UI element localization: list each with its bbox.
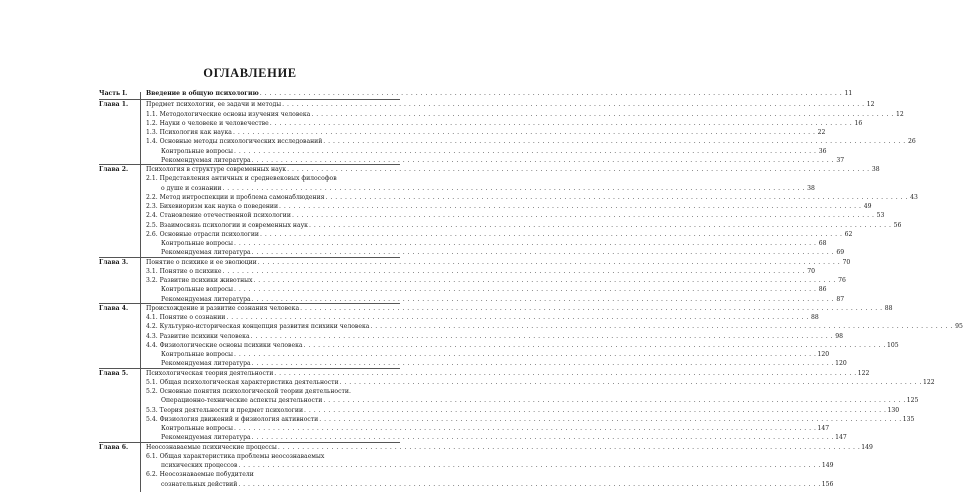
leader-dots: . . . . . . . . . . . . . . . . . . . . . . . . . . . . . . . . . . . . . . . . . . . . . . . . . . . . . . . . . . . . . . . . . . . . . . . . . . . . . . . . . . . . . . . . . . . . . . . . . . . . . . . . . . . . . . . . . . . . . . . . <box>308 221 892 229</box>
page-number: 87 <box>836 295 845 303</box>
page-number: 43 <box>910 193 918 201</box>
leader-dots: . . . . . . . . . . . . . . . . . . . . . . . . . . . . . . . . . . . . . . . . . . . . . . . . . . . . . . . . . . . . . . . . . . . . . . . . . . . . . . . . . . . . . . . . . . . . . . . . . . . . . . . . . . . . . . . . . . . . . . . . <box>303 341 886 349</box>
page-number: 156 <box>821 480 834 488</box>
toc-entry-title: 2.2. Метод интроспекции и проблема самонаблюдения <box>146 193 325 201</box>
toc-entry-title: Введение в общую психологию <box>146 90 259 97</box>
toc-entry-row <box>0 396 919 405</box>
leader-dots: . . . . . . . . . . . . . . . . . . . . . . . . . . . . . . . . . . . . . . . . . . . . . . . . . . . . . . . . . . . . . . . . . . . . . . . . . . . . . . . . . . . . . . . . . . . . . . . . . . . . . . . . . . . . . . . . . . . . . . . . <box>287 166 870 173</box>
toc-entry-title: 2.5. Взаимосвязь психологии и современных наук <box>146 221 308 229</box>
page-title: ОГЛАВЛЕНИЕ <box>203 66 297 80</box>
leader-dots: . . . . . . . . . . . . . . . . . . . . . . . . . . . . . . . . . . . . . . . . . . . . . . . . . . . . . . . . . . . . . . . . . . . . . . . . . . . . . . . . . . . . . . . . . . . . . . . . . . . . . . . . . . . . . . . . . . . . . . . . <box>339 378 922 386</box>
chapter-label: Глава 5. <box>99 369 129 377</box>
page-number: 11 <box>844 90 853 97</box>
toc-entry-row <box>0 350 830 359</box>
toc-entry-title: 5.4. Физиология движений и физиология активности <box>146 415 319 423</box>
toc-entry-title: 5.2. Основные понятия психологической теории деятельности. <box>146 388 351 395</box>
toc-entry-title: 2.4. Становление отечественной психологии <box>146 212 291 220</box>
toc-chapter-row <box>0 89 853 98</box>
toc-entry-row <box>0 424 830 433</box>
page-number: 105 <box>886 341 899 349</box>
toc-entry-row <box>0 193 918 202</box>
toc-entry-row <box>0 119 863 128</box>
toc-entry-title: 3.1. Понятие о психике <box>146 267 222 275</box>
leader-dots: . . . . . . . . . . . . . . . . . . . . . . . . . . . . . . . . . . . . . . . . . . . . . . . . . . . . . . . . . . . . . . . . . . . . . . . . . . . . . . . . . . . . . . . . . . . . . . . . . . . . . . . . . . . . . . . . . . . . . . . . <box>259 90 843 97</box>
chapter-label: Часть I. <box>99 90 128 97</box>
toc-entry-title: 1.2. Науки о человеке и человечестве <box>146 119 269 127</box>
leader-dots: . . . . . . . . . . . . . . . . . . . . . . . . . . . . . . . . . . . . . . . . . . . . . . . . . . . . . . . . . . . . . . . . . . . . . . . . . . . . . . . . . . . . . . . . . . . . . . . . . . . . . . . . . . . . . . . . . . . . . . . . <box>238 480 821 488</box>
page-number: 56 <box>893 221 902 229</box>
toc-entry-title: Понятие о психике и ее эволюции <box>146 258 257 266</box>
toc-entry-row <box>0 147 827 156</box>
toc-entry-title: 1.4. Основные методы психологических исследований <box>146 138 323 146</box>
leader-dots: . . . . . . . . . . . . . . . . . . . . . . . . . . . . . . . . . . . . . . . . . . . . . . . . . . . . . . . . . . . . . . . . . . . . . . . . . . . . . . . . . . . . . . . . . . . . . . . . . . . . . . . . . . . . . . . . . . . . . . . . <box>222 184 805 192</box>
page-number: 26 <box>907 138 916 146</box>
toc-chapter-row <box>0 443 873 452</box>
toc-entry-title: Контрольные вопросы <box>161 147 234 155</box>
toc-entry-row <box>0 406 900 415</box>
page-number: 38 <box>807 184 815 192</box>
toc-entry-row <box>0 174 500 183</box>
page-number: 38 <box>871 166 880 173</box>
toc-entry-title: 4.1. Понятие о сознании <box>146 314 226 321</box>
page-number: 70 <box>842 258 851 266</box>
leader-dots: . . . . . . . . . . . . . . . . . . . . . . . . . . . . . . . . . . . . . . . . . . . . . . . . . . . . . . . . . . . . . . . . . . . . . . . . . . . . . . . . . . . . . . . . . . . . . . . . . . . . . . . . . . . . . . . . . . . . . . . . <box>238 462 821 469</box>
toc-entry-row <box>0 267 815 276</box>
leader-dots: . . . . . . . . . . . . . . . . . . . . . . . . . . . . . . . . . . . . . . . . . . . . . . . . . . . . . . . . . . . . . . . . . . . . . . . . . . . . . . . . . . . . . . . . . . . . . . . . . . . . . . . . . . . . . . . . . . . . . . . . <box>251 156 835 164</box>
page-number: 70 <box>807 267 815 275</box>
leader-dots: . . . . . . . . . . . . . . . . . . . . . . . . . . . . . . . . . . . . . . . . . . . . . . . . . . . . . . . . . . . . . . . . . . . . . . . . . . . . . . . . . . . . . . . . . . . . . . . . . . . . . . . . . . . . . . . . . . . . . . . . <box>226 314 809 321</box>
toc-entry-title: Предмет психологии, ее задачи и методы <box>146 101 282 109</box>
toc-entry-row <box>0 322 963 331</box>
page-number: 49 <box>863 203 872 210</box>
toc-entry-row <box>0 128 826 137</box>
toc-entry-row <box>0 313 819 322</box>
toc-entry-title: Рекомендуемая литература <box>161 434 251 442</box>
toc-entry-title: Контрольные вопросы <box>161 351 234 358</box>
page-number: 122 <box>857 369 870 377</box>
page-number: 16 <box>854 119 863 127</box>
page-number: 68 <box>818 240 827 247</box>
toc-entry-title: Контрольные вопросы <box>161 286 234 294</box>
leader-dots: . . . . . . . . . . . . . . . . . . . . . . . . . . . . . . . . . . . . . . . . . . . . . . . . . . . . . . . . . . . . . . . . . . . . . . . . . . . . . . . . . . . . . . . . . . . . . . . . . . . . . . . . . . . . . . . . . . . . . . . . <box>311 110 894 118</box>
chapter-label: Глава 2. <box>99 166 129 173</box>
toc-entry-title: 6.2. Неосознаваемые побудители <box>146 471 254 479</box>
toc-entry-row <box>0 415 915 424</box>
toc-entry-title: Психология в структуре современных наук <box>146 166 287 173</box>
page-number: 88 <box>811 314 819 321</box>
toc-entry-title: 4.2. Культурно-историческая концепция развития психики человека <box>146 323 370 331</box>
toc-entry-title: Рекомендуемая литература <box>161 360 251 368</box>
page-number: 36 <box>818 147 827 155</box>
toc-chapter-row <box>0 100 875 109</box>
page-number: 37 <box>836 156 845 164</box>
toc-entry-row <box>0 137 916 146</box>
toc-entry-row <box>0 221 902 230</box>
toc-chapter-row <box>0 304 893 313</box>
toc-chapter-row <box>0 258 851 267</box>
toc-entry-title: Рекомендуемая литература <box>161 295 251 303</box>
chapter-label: Глава 1. <box>99 101 129 109</box>
toc-entry-title: Рекомендуемая литература <box>161 249 251 257</box>
page-number: 69 <box>836 249 845 257</box>
leader-dots: . . . . . . . . . . . . . . . . . . . . . . . . . . . . . . . . . . . . . . . . . . . . . . . . . . . . . . . . . . . . . . . . . . . . . . . . . . . . . . . . . . . . . . . . . . . . . . . . . . . . . . . . . . . . . . . . . . . . . . . . <box>319 415 902 423</box>
page-number: 22 <box>817 129 826 136</box>
leader-dots: . . . . . . . . . . . . . . . . . . . . . . . . . . . . . . . . . . . . . . . . . . . . . . . . . . . . . . . . . . . . . . . . . . . . . . . . . . . . . . . . . . . . . . . . . . . . . . . . . . . . . . . . . . . . . . . . . . . . . . . . <box>251 249 835 257</box>
leader-dots: . . . . . . . . . . . . . . . . . . . . . . . . . . . . . . . . . . . . . . . . . . . . . . . . . . . . . . . . . . . . . . . . . . . . . . . . . . . . . . . . . . . . . . . . . . . . . . . . . . . . . . . . . . . . . . . . . . . . . . . . <box>291 212 875 220</box>
toc-entry-title: Происхождение и развитие сознания человека <box>146 304 300 312</box>
chapter-label: Глава 4. <box>99 304 129 312</box>
leader-dots: . . . . . . . . . . . . . . . . . . . . . . . . . . . . . . . . . . . . . . . . . . . . . . . . . . . . . . . . . . . . . . . . . . . . . . . . . . . . . . . . . . . . . . . . . . . . . . . . . . . . . . . . . . . . . . . . . . . . . . . . <box>325 193 908 201</box>
leader-dots: . . . . . . . . . . . . . . . . . . . . . . . . . . . . . . . . . . . . . . . . . . . . . . . . . . . . . . . . . . . . . . . . . . . . . . . . . . . . . . . . . . . . . . . . . . . . . . . . . . . . . . . . . . . . . . . . . . . . . . . . <box>234 286 817 294</box>
page-number: 125 <box>906 397 919 405</box>
leader-dots: . . . . . . . . . . . . . . . . . . . . . . . . . . . . . . . . . . . . . . . . . . . . . . . . . . . . . . . . . . . . . . . . . . . . . . . . . . . . . . . . . . . . . . . . . . . . . . . . . . . . . . . . . . . . . . . . . . . . . . . . <box>251 434 835 442</box>
toc-entry-title: 5.3. Теория деятельности и предмет психологии <box>146 406 304 414</box>
leader-dots: . . . . . . . . . . . . . . . . . . . . . . . . . . . . . . . . . . . . . . . . . . . . . . . . . . . . . . . . . . . . . . . . . . . . . . . . . . . . . . . . . . . . . . . . . . . . . . . . . . . . . . . . . . . . . . . . . . . . . . . . <box>304 406 887 414</box>
page-number: 130 <box>887 406 900 414</box>
leader-dots: . . . . . . . . . . . . . . . . . . . . . . . . . . . . . . . . . . . . . . . . . . . . . . . . . . . . . . . . . . . . . . . . . . . . . . . . . . . . . . . . . . . . . . . . . . . . . . . . . . . . . . . . . . . . . . . . . . . . . . . . <box>250 332 834 340</box>
toc-entry-row <box>0 110 904 119</box>
toc-entry-title: Операционно-технические аспекты деятельности <box>161 397 323 405</box>
toc-chapter-row <box>0 369 870 378</box>
toc-entry-row <box>0 452 500 461</box>
page-number: 135 <box>902 415 915 423</box>
leader-dots: . . . . . . . . . . . . . . . . . . . . . . . . . . . . . . . . . . . . . . . . . . . . . . . . . . . . . . . . . . . . . . . . . . . . . . . . . . . . . . . . . . . . . . . . . . . . . . . . . . . . . . . . . . . . . . . . . . . . . . . . <box>232 129 816 136</box>
toc-entry-title: 1.1. Методологические основы изучения человека <box>146 110 311 118</box>
toc-entry-title: Рекомендуемая литература <box>161 156 251 164</box>
leader-dots: . . . . . . . . . . . . . . . . . . . . . . . . . . . . . . . . . . . . . . . . . . . . . . . . . . . . . . . . . . . . . . . . . . . . . . . . . . . . . . . . . . . . . . . . . . . . . . . . . . . . . . . . . . . . . . . . . . . . . . . . <box>251 295 835 303</box>
leader-dots: . . . . . . . . . . . . . . . . . . . . . . . . . . . . . . . . . . . . . . . . . . . . . . . . . . . . . . . . . . . . . . . . . . . . . . . . . . . . . . . . . . . . . . . . . . . . . . . . . . . . . . . . . . . . . . . . . . . . . . . . <box>234 351 817 358</box>
leader-dots: . . . . . . . . . . . . . . . . . . . . . . . . . . . . . . . . . . . . . . . . . . . . . . . . . . . . . . . . . . . . . . . . . . . . . . . . . . . . . . . . . . . . . . . . . . . . . . . . . . . . . . . . . . . . . . . . . . . . . . . . <box>277 443 861 451</box>
page-number: 62 <box>844 230 853 238</box>
leader-dots: . . . . . . . . . . . . . . . . . . . . . . . . . . . . . . . . . . . . . . . . . . . . . . . . . . . . . . . . . . . . . . . . . . . . . . . . . . . . . . . . . . . . . . . . . . . . . . . . . . . . . . . . . . . . . . . . . . . . . . . . <box>323 397 906 405</box>
page-number: 76 <box>838 277 846 284</box>
toc-entry-title: 6.1. Общая характеристика проблемы неосознаваемых <box>146 452 325 460</box>
leader-dots: . . . . . . . . . . . . . . . . . . . . . . . . . . . . . . . . . . . . . . . . . . . . . . . . . . . . . . . . . . . . . . . . . . . . . . . . . . . . . . . . . . . . . . . . . . . . . . . . . . . . . . . . . . . . . . . . . . . . . . . . <box>323 138 906 146</box>
page-number: 88 <box>884 304 893 312</box>
chapter-label: Глава 6. <box>99 443 129 451</box>
page-number: 149 <box>861 443 873 451</box>
toc-entry-row <box>0 202 872 211</box>
toc-entry-title: 5.1. Общая психологическая характеристика деятельности <box>146 378 339 386</box>
page-number: 149 <box>821 462 834 469</box>
page-number: 98 <box>835 332 844 340</box>
toc-entry-title: 2.6. Основные отрасли психологии <box>146 230 259 238</box>
leader-dots: . . . . . . . . . . . . . . . . . . . . . . . . . . . . . . . . . . . . . . . . . . . . . . . . . . . . . . . . . . . . . . . . . . . . . . . . . . . . . . . . . . . . . . . . . . . . . . . . . . . . . . . . . . . . . . . . . . . . . . . . <box>234 240 817 247</box>
toc-entry-title: 4.4. Физиологические основы психики человека <box>146 341 303 349</box>
leader-dots: . . . . . . . . . . . . . . . . . . . . . . . . . . . . . . . . . . . . . . . . . . . . . . . . . . . . . . . . . . . . . . . . . . . . . . . . . . . . . . . . . . . . . . . . . . . . . . . . . . . . . . . . . . . . . . . . . . . . . . . . <box>222 267 805 275</box>
toc-entry-title: 2.3. Бихевиоризм как наука о поведении <box>146 203 279 210</box>
toc-entry-title: 1.3. Психология как наука <box>146 129 232 136</box>
leader-dots: . . . . . . . . . . . . . . . . . . . . . . . . . . . . . . . . . . . . . . . . . . . . . . . . . . . . . . . . . . . . . . . . . . . . . . . . . . . . . . . . . . . . . . . . . . . . . . . . . . . . . . . . . . . . . . . . . . . . . . . . <box>274 369 857 377</box>
page-number: 120 <box>835 360 847 368</box>
leader-dots: . . . . . . . . . . . . . . . . . . . . . . . . . . . . . . . . . . . . . . . . . . . . . . . . . . . . . . . . . . . . . . . . . . . . . . . . . . . . . . . . . . . . . . . . . . . . . . . . . . . . . . . . . . . . . . . . . . . . . . . . <box>300 304 883 312</box>
leader-dots: . . . . . . . . . . . . . . . . . . . . . . . . . . . . . . . . . . . . . . . . . . . . . . . . . . . . . . . . . . . . . . . . . . . . . . . . . . . . . . . . . . . . . . . . . . . . . . . . . . . . . . . . . . . . . . . . . . . . . . . . <box>253 277 836 284</box>
leader-dots: . . . . . . . . . . . . . . . . . . . . . . . . . . . . . . . . . . . . . . . . . . . . . . . . . . . . . . . . . . . . . . . . . . . . . . . . . . . . . . . . . . . . . . . . . . . . . . . . . . . . . . . . . . . . . . . . . . . . . . . . <box>234 147 817 155</box>
leader-dots: . . . . . . . . . . . . . . . . . . . . . . . . . . . . . . . . . . . . . . . . . . . . . . . . . . . . . . . . . . . . . . . . . . . . . . . . . . . . . . . . . . . . . . . . . . . . . . . . . . . . . . . . . . . . . . . . . . . . . . . . <box>282 101 865 109</box>
toc-entry-title: о душе и сознании <box>161 184 222 192</box>
toc-chapter-row <box>0 165 880 174</box>
page-number: 147 <box>835 434 847 442</box>
toc-entry-row <box>0 230 853 239</box>
leader-dots: . . . . . . . . . . . . . . . . . . . . . . . . . . . . . . . . . . . . . . . . . . . . . . . . . . . . . . . . . . . . . . . . . . . . . . . . . . . . . . . . . . . . . . . . . . . . . . . . . . . . . . . . . . . . . . . . . . . . . . . . <box>279 203 862 210</box>
leader-dots: . . . . . . . . . . . . . . . . . . . . . . . . . . . . . . . . . . . . . . . . . . . . . . . . . . . . . . . . . . . . . . . . . . . . . . . . . . . . . . . . . . . . . . . . . . . . . . . . . . . . . . . . . . . . . . . . . . . . . . . . <box>234 425 817 432</box>
leader-dots: . . . . . . . . . . . . . . . . . . . . . . . . . . . . . . . . . . . . . . . . . . . . . . . . . . . . . . . . . . . . . . . . . . . . . . . . . . . . . . . . . . . . . . . . . . . . . . . . . . . . . . . . . . . . . . . . . . . . . . . . <box>259 230 843 238</box>
leader-dots: . . . . . . . . . . . . . . . . . . . . . . . . . . . . . . . . . . . . . . . . . . . . . . . . . . . . . . . . . . . . . . . . . . . . . . . . . . . . . . . . . . . . . . . . . . . . . . . . . . . . . . . . . . . . . . . . . . . . . . . . <box>269 119 853 127</box>
leader-dots: . . . . . . . . . . . . . . . . . . . . . . . . . . . . . . . . . . . . . . . . . . . . . . . . . . . . . . . . . . . . . . . . . . . . . . . . . . . . . . . . . . . . . . . . . . . . . . . . . . . . . . . . . . . . . . . . . . . . . . . . <box>251 360 835 368</box>
page-number: 53 <box>876 212 885 220</box>
toc-entry-row <box>0 461 834 470</box>
toc-entry-row <box>0 239 827 248</box>
toc-entry-row <box>0 276 846 285</box>
toc-entry-title: 4.3. Развитие психики человека <box>146 332 250 340</box>
toc-entry-row <box>0 184 815 193</box>
page-number: 12 <box>866 101 875 109</box>
toc-entry-title: 2.1. Представления античных и средневековых философов <box>146 175 337 183</box>
toc-entry-row <box>0 341 899 350</box>
toc-entry-row <box>0 480 834 489</box>
page-number: 86 <box>818 286 827 294</box>
leader-dots: . . . . . . . . . . . . . . . . . . . . . . . . . . . . . . . . . . . . . . . . . . . . . . . . . . . . . . . . . . . . . . . . . . . . . . . . . . . . . . . . . . . . . . . . . . . . . . . . . . . . . . . . . . . . . . . . . . . . . . . . <box>370 323 953 331</box>
toc-entry-title: Контрольные вопросы <box>161 425 234 432</box>
leader-dots: . . . . . . . . . . . . . . . . . . . . . . . . . . . . . . . . . . . . . . . . . . . . . . . . . . . . . . . . . . . . . . . . . . . . . . . . . . . . . . . . . . . . . . . . . . . . . . . . . . . . . . . . . . . . . . . . . . . . . . . . <box>257 258 841 266</box>
toc-entry-row <box>0 285 827 294</box>
page-number: 120 <box>817 351 830 358</box>
toc-entry-title: Контрольные вопросы <box>161 240 234 247</box>
toc-entry-title: Неосознаваемые психические процессы <box>146 443 277 451</box>
toc-entry-title: Психологическая теория деятельности <box>146 369 274 377</box>
toc-entry-title: психических процессов <box>161 462 238 469</box>
toc-entry-row <box>0 332 844 341</box>
page-number: 122 <box>923 378 935 386</box>
toc-entry-row <box>0 378 935 387</box>
toc-entry-row <box>0 211 885 220</box>
toc-entry-title: 3.2. Развитие психики животных <box>146 277 253 284</box>
toc-entry-row <box>0 387 500 396</box>
chapter-label: Глава 3. <box>99 258 129 266</box>
page-number: 147 <box>817 425 830 432</box>
page-number: 95 <box>955 323 963 331</box>
toc-entry-row <box>0 470 500 479</box>
toc-entry-title: сознательных действий <box>161 480 238 488</box>
page-number: 12 <box>896 110 904 118</box>
